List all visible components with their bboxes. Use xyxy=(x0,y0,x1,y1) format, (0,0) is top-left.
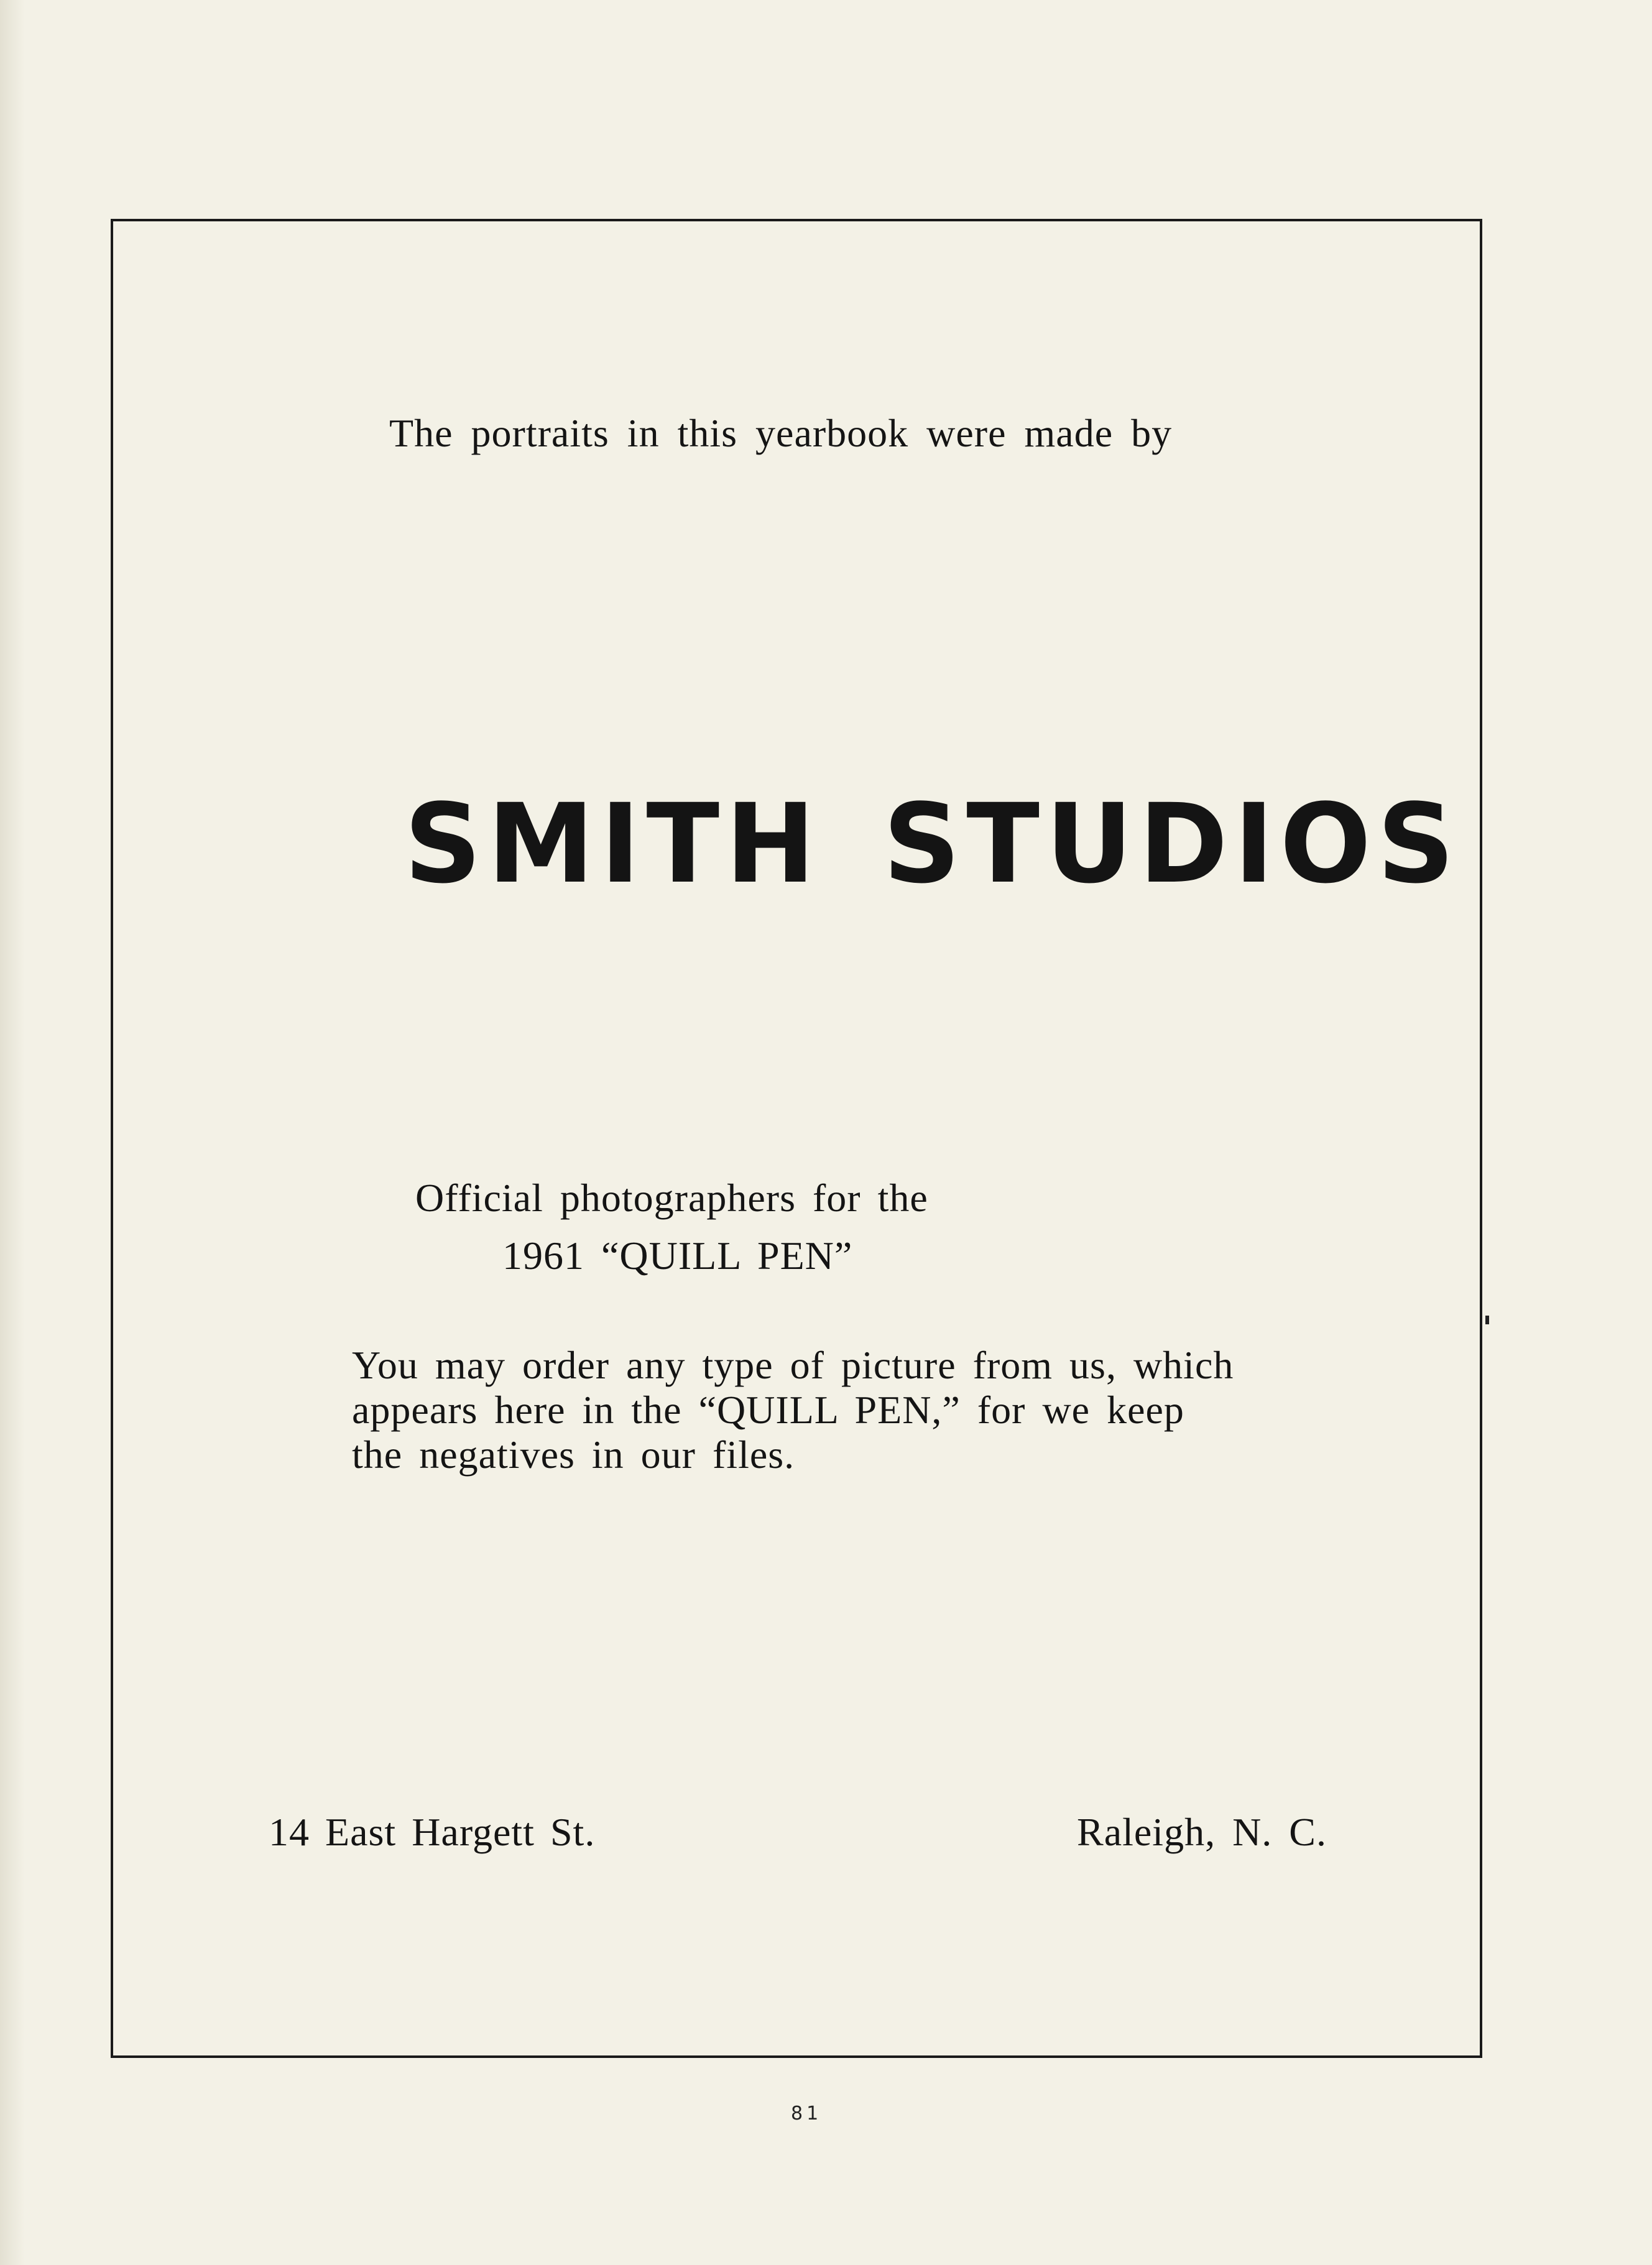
yearbook-title-line: 1961 “QUILL PEN” xyxy=(502,1234,853,1278)
binding-shadow xyxy=(0,0,25,2265)
city-state: Raleigh, N. C. xyxy=(1077,1810,1327,1854)
order-line: You may order any type of picture from us, which xyxy=(352,1343,1234,1387)
order-line: the negatives in our files. xyxy=(352,1432,795,1477)
official-photographers-line: Official photographers for the xyxy=(415,1176,928,1220)
street-address: 14 East Hargett St. xyxy=(269,1810,596,1854)
studio-name-heading: SMITH STUDIOS xyxy=(404,780,1461,908)
page-number: 81 xyxy=(791,2103,823,2124)
order-line: appears here in the “QUILL PEN,” for we keep xyxy=(352,1388,1184,1432)
intro-text: The portraits in this yearbook were made by xyxy=(389,411,1173,455)
order-information xyxy=(352,1343,1247,1477)
margin-speck xyxy=(1485,1316,1489,1324)
advertisement-border xyxy=(111,219,1482,2058)
